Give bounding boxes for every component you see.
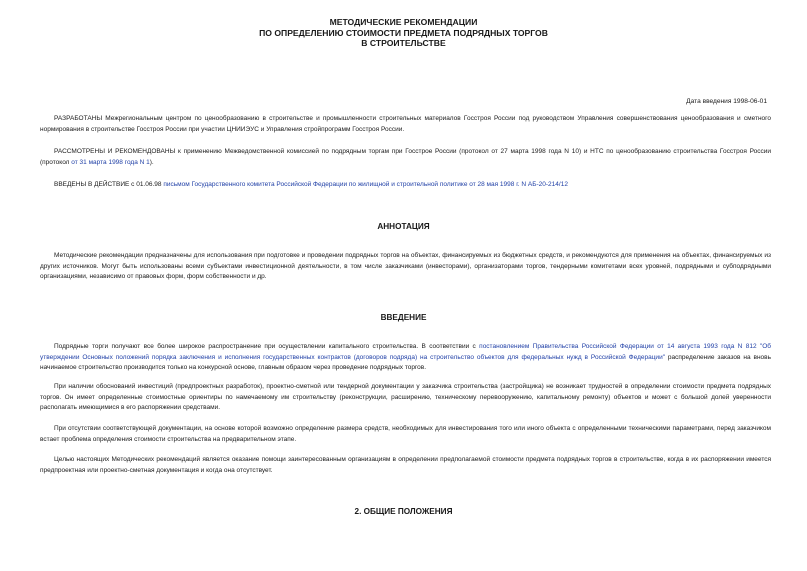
title-line-3: В СТРОИТЕЛЬСТВЕ: [361, 38, 446, 48]
introduced-text: с 01.06.98: [129, 181, 164, 188]
developed-lead: РАЗРАБОТАНЫ: [54, 115, 103, 122]
introduction-heading: ВВЕДЕНИЕ: [380, 313, 427, 322]
introduction-paragraph-4: Целью настоящих Методических рекомендаций является оказание помощи заинтересованным организациям в определении предполагаемой стоимости предмета подрядных торгов в строительстве, когда в их распоряжении имеется предпроектная или проектно-сметная документация и когда она отсутствует.: [40, 456, 771, 474]
reviewed-text: к применению Межведомственной комиссией по подрядным торгам при Госстрое России (протокол от 27 марта 1998 года N 10) и НТС по ценообразованию строительства Госстроя России (протокол: [40, 148, 771, 166]
section-2-heading: 2. ОБЩИЕ ПОЛОЖЕНИЯ: [354, 507, 453, 516]
introduced-letter-link[interactable]: письмом Государственного комитета Российской Федерации по жилищной и строительной политике от 28 мая 1998 г. N АБ-20-214/12: [163, 181, 568, 188]
introduced-lead: ВВЕДЕНЫ В ДЕЙСТВИЕ: [54, 181, 130, 188]
government-decree-link[interactable]: постановлением Правительства Российской Федерации от 14 августа 1993 года N 812 "Об утверждении Основных положений порядка заключения и исполнения государственных контрактов (договоров подряда) на строительство объектов для федеральных нужд в Российской Федерации": [40, 343, 772, 361]
annotation-heading: АННОТАЦИЯ: [377, 222, 430, 231]
intro-p1-text: Подрядные торги получают все более широкое распространение при осуществлении капитального строительства. В соответствии с: [54, 343, 480, 350]
introduced-paragraph: [40, 180, 771, 191]
document-title: [0, 17, 807, 49]
developed-text: Межрегиональным центром по ценообразованию в строительстве и промышленности строительных материалов Госстроя России под руководством Управления совершенствования ценообразования и сметного нормирования в строительстве Госстроя России при участии ЦНИИЭУС и Управления стройпрограмм Госстроя России.: [40, 115, 771, 133]
title-line-1: МЕТОДИЧЕСКИЕ РЕКОМЕНДАЦИИ: [329, 17, 478, 27]
introduction-paragraph-3: При отсутствии соответствующей документации, на основе которой возможно определение размера средств, необходимых для инвестирования того или иного объекта с определенными техническими параметрами, перед заказчиком встает проблема определения стоимости строительства на предварительном этапе.: [40, 425, 771, 443]
title-line-2: ПО ОПРЕДЕЛЕНИЮ СТОИМОСТИ ПРЕДМЕТА ПОДРЯДНЫХ ТОРГОВ: [259, 27, 548, 38]
reviewed-protocol-link[interactable]: от 31 марта 1998 года N 1: [71, 158, 150, 166]
developed-paragraph: [40, 114, 771, 135]
introduction-paragraph-2: При наличии обоснований инвестиций (предпроектных разработок), проектно-сметной или тендерной документации у заказчика строительства (застройщика) не возникает трудностей в определении стоимости предмета подрядных торгов. Он имеет определенные стоимостные ориентиры по намечаемому им строительству (реконструкции, расширению, техническому перевооружению, капитальному ремонту) объектов и может с большой долей уверенности располагать имеющимися в его распоряжении средствами.: [40, 383, 771, 412]
introduction-date: Дата введения 1998-06-01: [686, 98, 767, 105]
reviewed-tail: ).: [149, 158, 154, 166]
intro-p1-tail: распределение заказов на вновь начинаемое строительство производится только на конкурсной основе, главным образом через проведение подрядных торгов.: [40, 353, 772, 372]
reviewed-lead: РАССМОТРЕНЫ И РЕКОМЕНДОВАНЫ: [54, 148, 176, 155]
reviewed-paragraph: [40, 147, 771, 168]
introduction-paragraph-1: [40, 342, 771, 374]
annotation-paragraph: Методические рекомендации предназначены для использования при подготовке и проведении подрядных торгов на объектах, финансируемых из бюджетных средств, и рекомендуются для применения на объектах, финансируемых из других источников. Могут быть использованы всеми субъектами инвестиционной деятельности, в том числе заказчиками (инвесторами), организаторами торгов, тендерными комитетами всех уровней, подрядными и субподрядными организациями, независимо от правовых форм, форм собственности и др.: [40, 252, 771, 281]
